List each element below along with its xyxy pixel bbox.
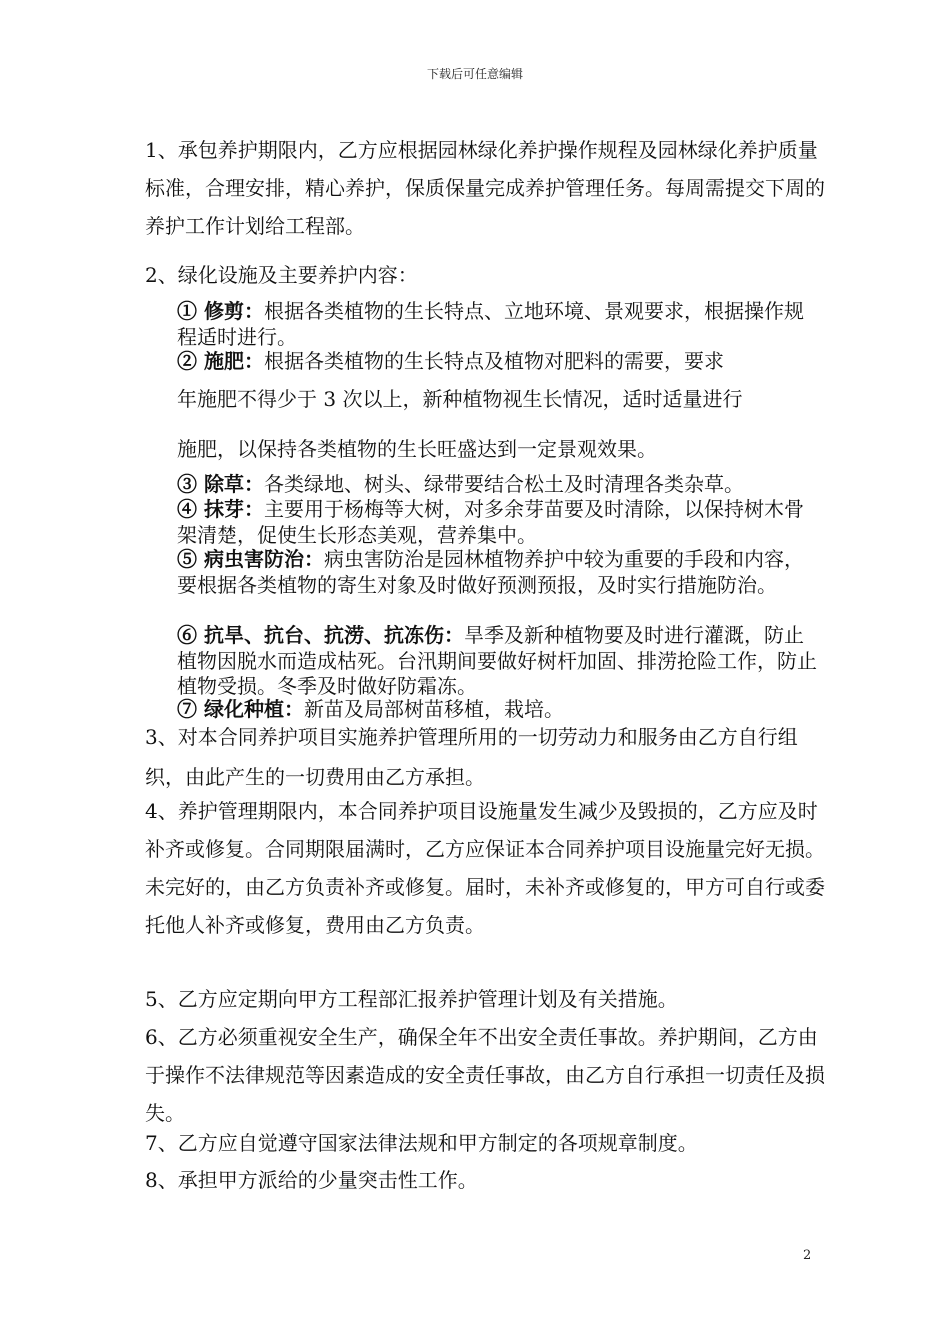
item-pruning-body: 根据各类植物的生长特点、立地环境、景观要求，根据操作规程适时进行。 [177,299,804,349]
item-pruning-title: ① 修剪： [177,299,264,323]
paragraph-8: 8、承担甲方派给的少量突击性工作。 [145,1168,478,1192]
item-planting-body: 新苗及局部树苗移植，栽培。 [303,697,564,721]
item-pest-control-title: ⑤ 病虫害防治： [177,547,324,571]
item-fertilizing-line2: 年施肥不得少于 3 次以上，新种植物视生长情况，适时适量进行 [177,387,743,411]
item-bud-removal [177,497,817,548]
item-pest-control-body: 病虫害防治是园林植物养护中较为重要的手段和内容，要根据各类植物的寄生对象及时做好预测预报，及时实行措施防治。 [177,547,804,597]
paragraph-7: 7、乙方应自觉遵守国家法律法规和甲方制定的各项规章制度。 [145,1131,698,1155]
paragraph-5: 5、乙方应定期向甲方工程部汇报养护管理计划及有关措施。 [145,987,678,1011]
item-disaster-protection-title: ⑥ 抗旱、抗台、抗涝、抗冻伤： [177,623,464,647]
item-disaster-protection-body: 旱季及新种植物要及时进行灌溉，防止植物因脱水而造成枯死。台汛期间要做好树杆加固、排涝抢险工作，防止植物受损。冬季及时做好防霜冻。 [177,623,817,698]
item-pruning [177,299,817,350]
item-fertilizing [177,348,817,462]
paragraph-3: 3、对本合同养护项目实施养护管理所用的一切劳动力和服务由乙方自行组织，由此产生的一切费用由乙方承担。 [145,725,798,789]
item-planting-title: ⑦ 绿化种植： [177,697,304,721]
paragraph-4: 4、养护管理期限内，本合同养护项目设施量发生减少及毁损的，乙方应及时补齐或修复。合同期限届满时，乙方应保证本合同养护项目设施量完好无损。未完好的，由乙方负责补齐或修复。届时，未补齐或修复的，甲方可自行或委托他人补齐或修复，费用由乙方负责。 [145,799,825,937]
paragraph-1: 1、承包养护期限内，乙方应根据园林绿化养护操作规程及园林绿化养护质量标准，合理安排，精心养护，保质保量完成养护管理任务。每周需提交下周的养护工作计划给工程部。 [145,138,825,238]
item-weeding-body: 各类绿地、树头、绿带要结合松土及时清理各类杂草。 [263,472,744,496]
paragraph-6: 6、乙方必须重视安全生产，确保全年不出安全责任事故。养护期间，乙方由于操作不法律规范等因素造成的安全责任事故，由乙方自行承担一切责任及损失。 [145,1025,825,1125]
item-fertilizing-line3: 施肥，以保持各类植物的生长旺盛达到一定景观效果。 [177,437,657,461]
paragraph-2: 2、绿化设施及主要养护内容： [145,263,418,287]
item-fertilizing-title: ② 施肥： [177,349,264,373]
item-weeding-title: ③ 除草： [177,472,264,496]
item-weeding [177,472,817,498]
item-disaster-protection [177,623,817,700]
page-number: 2 [803,1248,812,1263]
item-bud-removal-title: ④ 抹芽： [177,497,264,521]
item-pest-control [177,547,817,598]
page-header: 下载后可任意编辑 [426,67,523,81]
item-bud-removal-body: 主要用于杨梅等大树，对多余芽苗要及时清除，以保持树木骨架清楚，促使生长形态美观，营养集中。 [177,497,804,547]
item-fertilizing-line1: 根据各类植物的生长特点及植物对肥料的需要，要求 [263,349,724,373]
